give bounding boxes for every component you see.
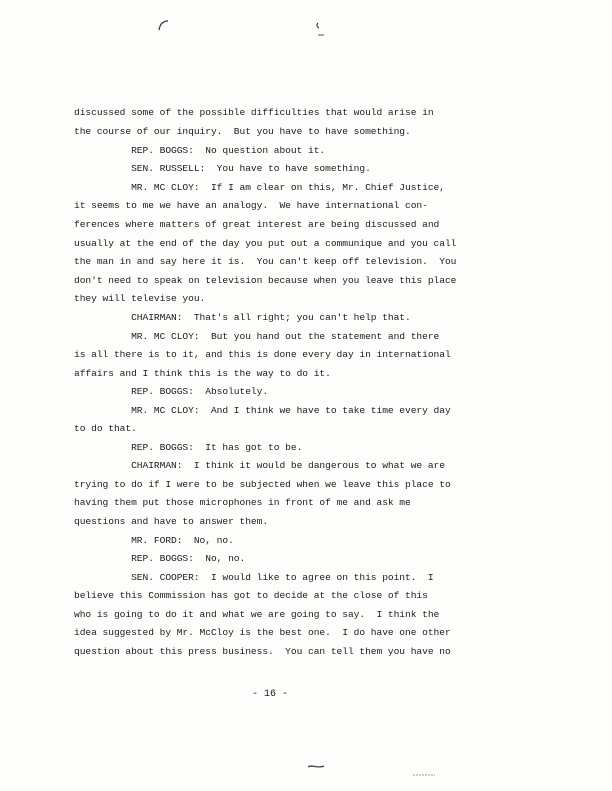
text-line: questions and have to answer them. [74,516,269,527]
text-line: SEN. RUSSELL: You have to have something. [74,163,371,174]
corner-mark-top-left [156,18,172,34]
text-line: MR. MC CLOY: If I am clear on this, Mr. Chief Justice, [74,182,445,193]
text-line: discussed some of the possible difficulties that would arise in [74,107,434,118]
text-line: believe this Commission has got to decide at the close of this [74,590,428,601]
text-line: question about this press business. You can tell them you have no [74,646,451,657]
bottom-stamp-mark [306,762,326,772]
text-line: usually at the end of the day you put out a communique and you call [74,238,457,249]
bottom-right-mark [412,772,436,778]
text-line: it seems to me we have an analogy. We have international con- [74,200,428,211]
text-line: REP. BOGGS: No, no. [74,553,246,564]
text-line: having them put those microphones in front of me and ask me [74,497,411,508]
text-line: is all there is to it, and this is done every day in international [74,349,451,360]
page-number: - 16 - [252,689,289,700]
text-line: don't need to speak on television because when you leave this place [74,275,457,286]
text-line: the man in and say here it is. You can't keep off television. You [74,256,457,267]
text-line: to do that. [74,423,137,434]
text-line: MR. MC CLOY: And I think we have to take time every day [74,405,451,416]
text-line: MR. MC CLOY: But you hand out the statement and there [74,331,440,342]
text-line: ferences where matters of great interest are being discussed and [74,219,440,230]
text-line: CHAIRMAN: I think it would be dangerous to what we are [74,460,445,471]
text-line: MR. FORD: No, no. [74,535,234,546]
text-line: affairs and I think this is the way to do it. [74,368,331,379]
text-line: trying to do if I were to be subjected when we leave this place to [74,479,451,490]
text-line: who is going to do it and what we are going to say. I think the [74,609,440,620]
text-line: the course of our inquiry. But you have to have something. [74,126,411,137]
text-line: CHAIRMAN: That's all right; you can't help that. [74,312,411,323]
text-line: idea suggested by Mr. McCloy is the best one. I do have one other [74,627,451,638]
text-line: they will televise you. [74,293,206,304]
text-line: REP. BOGGS: Absolutely. [74,386,269,397]
text-line: SEN. COOPER: I would like to agree on this point. I [74,572,434,583]
corner-mark-top-right [312,20,328,40]
text-line: REP. BOGGS: It has got to be. [74,442,303,453]
text-line: REP. BOGGS: No question about it. [74,145,326,156]
